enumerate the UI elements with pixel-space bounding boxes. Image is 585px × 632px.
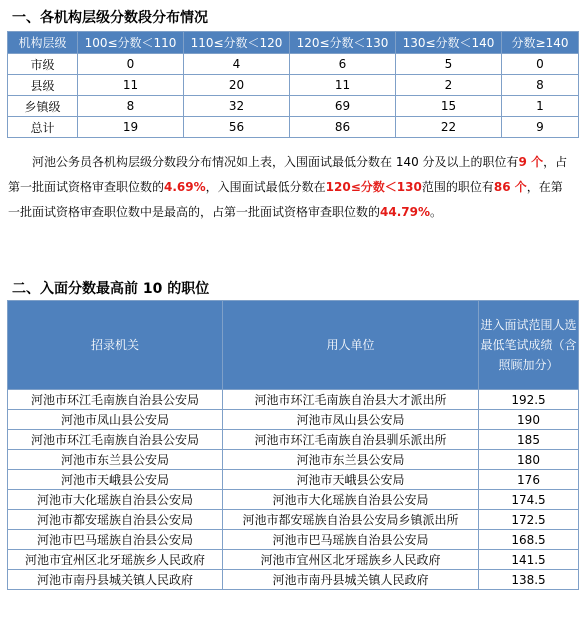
table-cell: 河池市环江毛南族自治县驯乐派出所 <box>223 430 479 450</box>
table-cell: 河池市东兰县公安局 <box>8 450 223 470</box>
table-cell: 河池市大化瑶族自治县公安局 <box>223 490 479 510</box>
column-header: 分数≥140 <box>502 32 579 54</box>
table-cell: 56 <box>184 117 290 138</box>
table-cell: 乡镇级 <box>8 96 78 117</box>
table-cell: 19 <box>78 117 184 138</box>
top-positions-table <box>7 300 579 590</box>
table-cell: 20 <box>184 75 290 96</box>
table-cell: 180 <box>479 450 579 470</box>
table-cell: 河池市天峨县公安局 <box>223 470 479 490</box>
summary-text: ，入围面试最低分数在 <box>205 180 326 194</box>
table-cell: 11 <box>78 75 184 96</box>
table-cell: 9 <box>502 117 579 138</box>
summary-paragraph <box>8 150 574 225</box>
table-cell: 河池市环江毛南族自治县大才派出所 <box>223 390 479 410</box>
table-cell: 8 <box>78 96 184 117</box>
highlight-value: 120≤分数＜130 <box>325 180 422 194</box>
column-header: 110≤分数＜120 <box>184 32 290 54</box>
table-cell: 河池市南丹县城关镇人民政府 <box>223 570 479 590</box>
column-header: 进入面试范围人选最低笔试成绩（含照顾加分） <box>479 301 579 390</box>
summary-text: ，占第一批面试资格审查职位数的 <box>8 155 568 194</box>
table-cell: 河池市大化瑶族自治县公安局 <box>8 490 223 510</box>
highlight-value: 9 个 <box>518 155 544 169</box>
table-cell: 192.5 <box>479 390 579 410</box>
table-cell: 185 <box>479 430 579 450</box>
table-cell: 168.5 <box>479 530 579 550</box>
table-row <box>8 54 579 75</box>
table-row <box>8 550 579 570</box>
section-1-title: 一、各机构层级分数段分布情况 <box>12 10 208 26</box>
table-cell: 141.5 <box>479 550 579 570</box>
table-cell: 2 <box>396 75 502 96</box>
table-cell: 22 <box>396 117 502 138</box>
summary-text: 。 <box>430 205 443 219</box>
table-row <box>8 390 579 410</box>
summary-text: ，在第一批面试资格审查职位数中是最高的，占第一批面试资格审查职位数的 <box>8 180 563 219</box>
summary-text: 河池公务员各机构层级分数段分布情况如上表，入围面试最低分数在 140 分及以上的职位有 <box>32 155 519 169</box>
column-header: 招录机关 <box>8 301 223 390</box>
column-header: 机构层级 <box>8 32 78 54</box>
table-cell: 河池市凤山县公安局 <box>8 410 223 430</box>
table-cell: 172.5 <box>479 510 579 530</box>
column-header: 用人单位 <box>223 301 479 390</box>
table-row <box>8 75 579 96</box>
table-cell: 河池市环江毛南族自治县公安局 <box>8 390 223 410</box>
table-cell: 河池市东兰县公安局 <box>223 450 479 470</box>
table-cell: 县级 <box>8 75 78 96</box>
highlight-value: 86 个 <box>493 180 527 194</box>
highlight-value: 4.69% <box>164 180 206 194</box>
table-cell: 174.5 <box>479 490 579 510</box>
table-row <box>8 117 579 138</box>
table-cell: 总计 <box>8 117 78 138</box>
table-cell: 176 <box>479 470 579 490</box>
table-cell: 河池市南丹县城关镇人民政府 <box>8 570 223 590</box>
table-cell: 河池市环江毛南族自治县公安局 <box>8 430 223 450</box>
table-cell: 1 <box>502 96 579 117</box>
table-header-row <box>8 301 579 390</box>
highlight-value: 44.79% <box>380 205 430 219</box>
table-cell: 69 <box>290 96 396 117</box>
table-row <box>8 570 579 590</box>
column-header: 120≤分数＜130 <box>290 32 396 54</box>
table-cell: 河池市宜州区北牙瑶族乡人民政府 <box>8 550 223 570</box>
column-header: 100≤分数＜110 <box>78 32 184 54</box>
score-distribution-table <box>7 31 579 138</box>
table-cell: 138.5 <box>479 570 579 590</box>
table-row <box>8 490 579 510</box>
table-cell: 河池市巴马瑶族自治县公安局 <box>8 530 223 550</box>
table-cell: 190 <box>479 410 579 430</box>
table-cell: 86 <box>290 117 396 138</box>
table-cell: 河池市都安瑶族自治县公安局 <box>8 510 223 530</box>
table-row <box>8 450 579 470</box>
table-cell: 0 <box>78 54 184 75</box>
table-cell: 15 <box>396 96 502 117</box>
table-row <box>8 470 579 490</box>
table-header-row <box>8 32 579 54</box>
table-row <box>8 510 579 530</box>
table-cell: 4 <box>184 54 290 75</box>
table-cell: 0 <box>502 54 579 75</box>
column-header: 130≤分数＜140 <box>396 32 502 54</box>
table-cell: 河池市都安瑶族自治县公安局乡镇派出所 <box>223 510 479 530</box>
table-cell: 河池市宜州区北牙瑶族乡人民政府 <box>223 550 479 570</box>
table-cell: 32 <box>184 96 290 117</box>
table-cell: 11 <box>290 75 396 96</box>
table-cell: 市级 <box>8 54 78 75</box>
table-cell: 河池市巴马瑶族自治县公安局 <box>223 530 479 550</box>
summary-text: 范围的职位有 <box>421 180 494 194</box>
table-cell: 河池市凤山县公安局 <box>223 410 479 430</box>
table-cell: 6 <box>290 54 396 75</box>
section-2-title: 二、入面分数最高前 10 的职位 <box>12 281 210 297</box>
table-cell: 河池市天峨县公安局 <box>8 470 223 490</box>
table-row <box>8 96 579 117</box>
table-cell: 8 <box>502 75 579 96</box>
table-row <box>8 430 579 450</box>
table-cell: 5 <box>396 54 502 75</box>
table-row <box>8 530 579 550</box>
table-row <box>8 410 579 430</box>
